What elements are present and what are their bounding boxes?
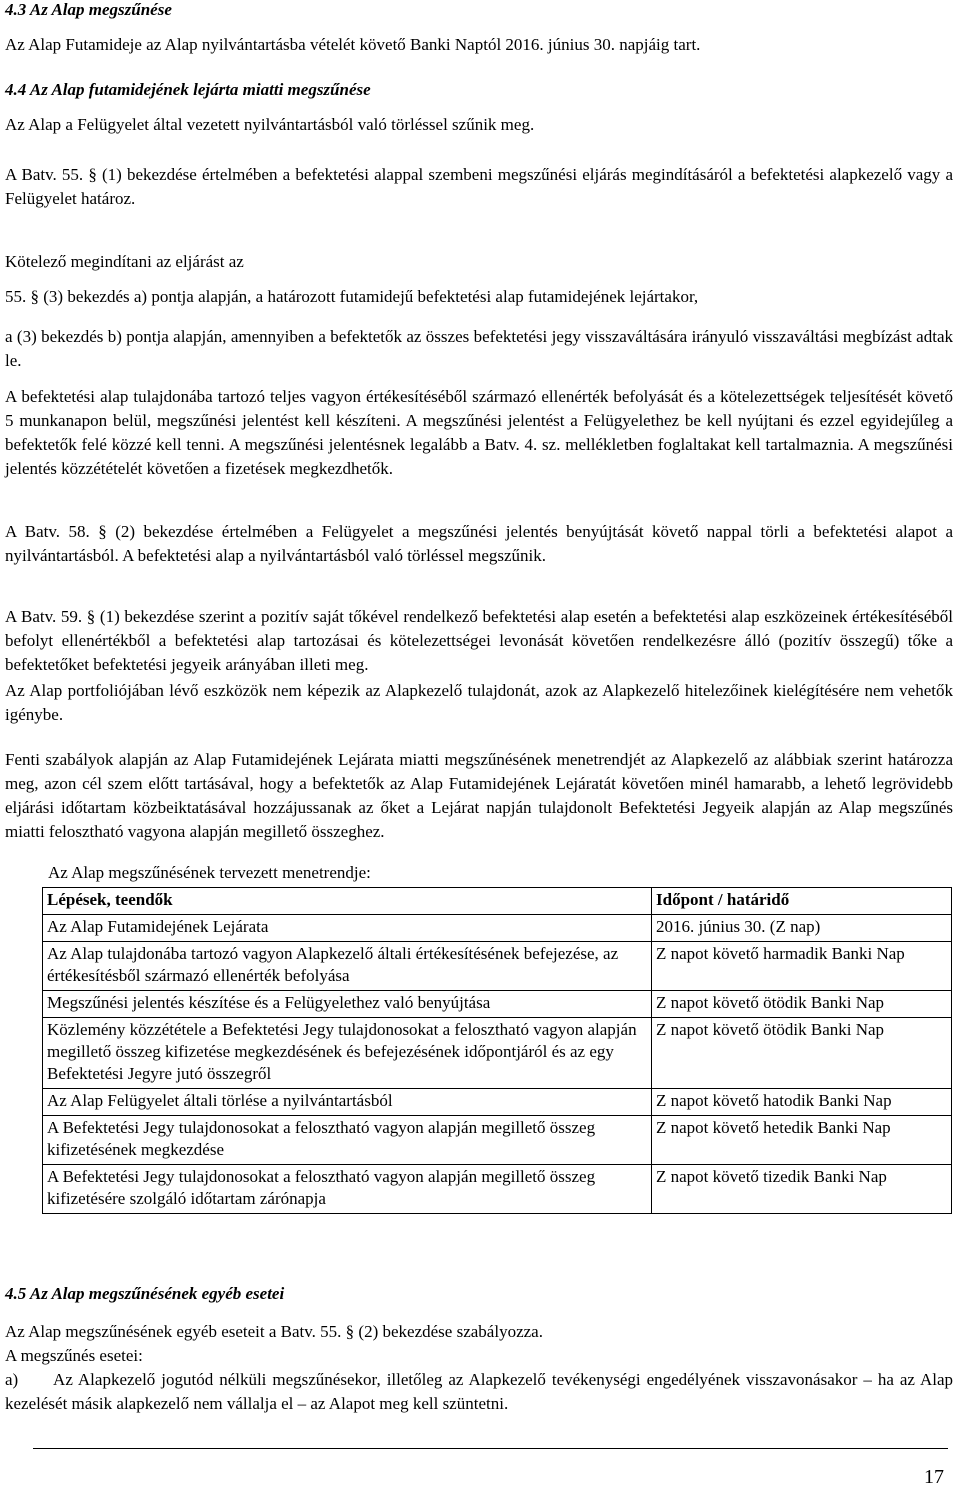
header-date: Időpont / határidő [652,888,952,915]
list-item: a) Az Alapkezelő jogutód nélküli megszűnésekor, illetőleg az Alapkezelő tevékenységi engedélyének visszavonásakor – ha az Alap kezelését másik alapkezelő nem vállalja el – az Alapot meg kell szüntetni. [5,1370,958,1413]
date-cell: Z napot követő hetedik Banki Nap [652,1116,952,1165]
step-cell: Az Alap Felügyelet általi törlése a nyilvántartásból [43,1089,652,1116]
paragraph: A befektetési alap tulajdonába tartozó teljes vagyon értékesítéséből származó ellenérték befolyását és a kötelezettségek teljesítését követő 5 munkanapon belül, megszűnési jelentést kell készíteni. A megszűnési jelentést a Felügyelethez be kell nyújtani és ezzel egyidejűleg a befektetők felé közzé kell tenni. A megszűnési jelentésnek legalább a Batv. 4. sz. mellékletben foglaltakat kell tartalmaznia. A megszűnési jelentés közzétételét követően a fizetések megkezdhetők. [5,387,953,478]
table-row [43,1116,952,1165]
table-row [43,915,952,942]
date-cell: Z napot követő hatodik Banki Nap [652,1089,952,1116]
step-cell: A Befektetési Jegy tulajdonosokat a felosztható vagyon alapján megillető összeg kifizetésének megkezdése [43,1116,652,1165]
paragraph: A Batv. 59. § (1) bekezdése szerint a pozitív saját tőkével rendelkező befektetési alap esetén a befektetési alap eszközeinek értékesítéséből befolyt ellenértékből a befektetési alap tartozásai és kötelezettségei levonását követően rendelkezésre álló (pozitív összegű) tőke a befektetőket befektetési jegyeik arányában illeti meg. [5,607,953,674]
table-row [43,942,952,991]
step-cell: Az Alap tulajdonába tartozó vagyon Alapkezelő általi értékesítésének befejezése, az értékesítésből származó ellenérték befolyása [43,942,652,991]
date-cell: Z napot követő ötödik Banki Nap [652,1018,952,1089]
paragraph: A megszűnés esetei: [5,1346,143,1365]
paragraph: A Batv. 55. § (1) bekezdése értelmében a befektetési alappal szembeni megszűnési eljárás megindításáról a befektetési alapkezelő vagy a Felügyelet határoz. [5,165,953,208]
date-cell: Z napot követő tizedik Banki Nap [652,1165,952,1214]
section-4-3-text: Az Alap Futamideje az Alap nyilvántartásba vételét követő Banki Naptól 2016. június 30. napjáig tart. [5,35,701,54]
table-header-row [43,888,952,915]
page-number: 17 [924,1466,944,1488]
paragraph: Az Alap megszűnésének egyéb eseteit a Batv. 55. § (2) bekezdése szabályozza. [5,1322,543,1341]
paragraph: Kötelező megindítani az eljárást az [5,252,244,271]
header-step: Lépések, teendők [43,888,652,915]
paragraph: a (3) bekezdés b) pontja alapján, amennyiben a befektetők az összes befektetési jegy visszaváltására irányuló visszaváltási megbízást adtak le. [5,327,953,370]
step-cell: Megszűnési jelentés készítése és a Felügyelethez való benyújtása [43,991,652,1018]
paragraph: Fenti szabályok alapján az Alap Futamidejének Lejárata miatti megszűnésének menetrendjét az Alapkezelő az alábbiak szerint határozza meg, azon cél szem előtt tartásával, hogy a befektetők az Alap Futamidejének Lejáratát követően minél hamarabb, a lehető legrövidebb eljárási időtartam közbeiktatásával hozzájussanak az őket a Lejárat napján tulajdonolt Befektetési Jegyeik alapján az Alap megszűnés miatti felosztható vagyona alapján megillető összeghez. [5,750,953,841]
paragraph: 55. § (3) bekezdés a) pontja alapján, a határozott futamidejű befektetési alap futamidejének lejártakor, [5,287,699,306]
table-row [43,1165,952,1214]
section-4-3-heading: 4.3 Az Alap megszűnése [5,0,172,19]
date-cell: Z napot követő harmadik Banki Nap [652,942,952,991]
section-4-4-heading: 4.4 Az Alap futamidejének lejárta miatti megszűnése [5,80,371,99]
schedule-table [42,887,952,1214]
paragraph: Az Alap portfoliójában lévő eszközök nem képezik az Alapkezelő tulajdonát, azok az Alapkezelő hitelezőinek kielégítésére nem vehetők igénybe. [5,681,953,724]
section-4-5-heading: 4.5 Az Alap megszűnésének egyéb esetei [5,1284,285,1303]
table-row [43,1018,952,1089]
table-row [43,1089,952,1116]
footer-divider [33,1448,948,1449]
date-cell: Z napot követő ötödik Banki Nap [652,991,952,1018]
paragraph: Az Alap a Felügyelet által vezetett nyilvántartásból való törléssel szűnik meg. [5,115,535,134]
step-cell: Közlemény közzététele a Befektetési Jegy tulajdonosokat a felosztható vagyon alapján megillető összeg kifizetése megkezdésének és befejezésének időpontjáról és az egy Befektetési Jegyre jutó összegről [43,1018,652,1089]
paragraph: A Batv. 58. § (2) bekezdése értelmében a Felügyelet a megszűnési jelentés benyújtását követő nappal törli a befektetési alapot a nyilvántartásból. A befektetési alap a nyilvántartásból való törléssel megszűnik. [5,522,953,565]
step-cell: A Befektetési Jegy tulajdonosokat a felosztható vagyon alapján megillető összeg kifizetésére szolgáló időtartam zárónapja [43,1165,652,1214]
schedule-caption: Az Alap megszűnésének tervezett menetrendje: [48,863,371,882]
table-row [43,991,952,1018]
date-cell: 2016. június 30. (Z nap) [652,915,952,942]
step-cell: Az Alap Futamidejének Lejárata [43,915,652,942]
